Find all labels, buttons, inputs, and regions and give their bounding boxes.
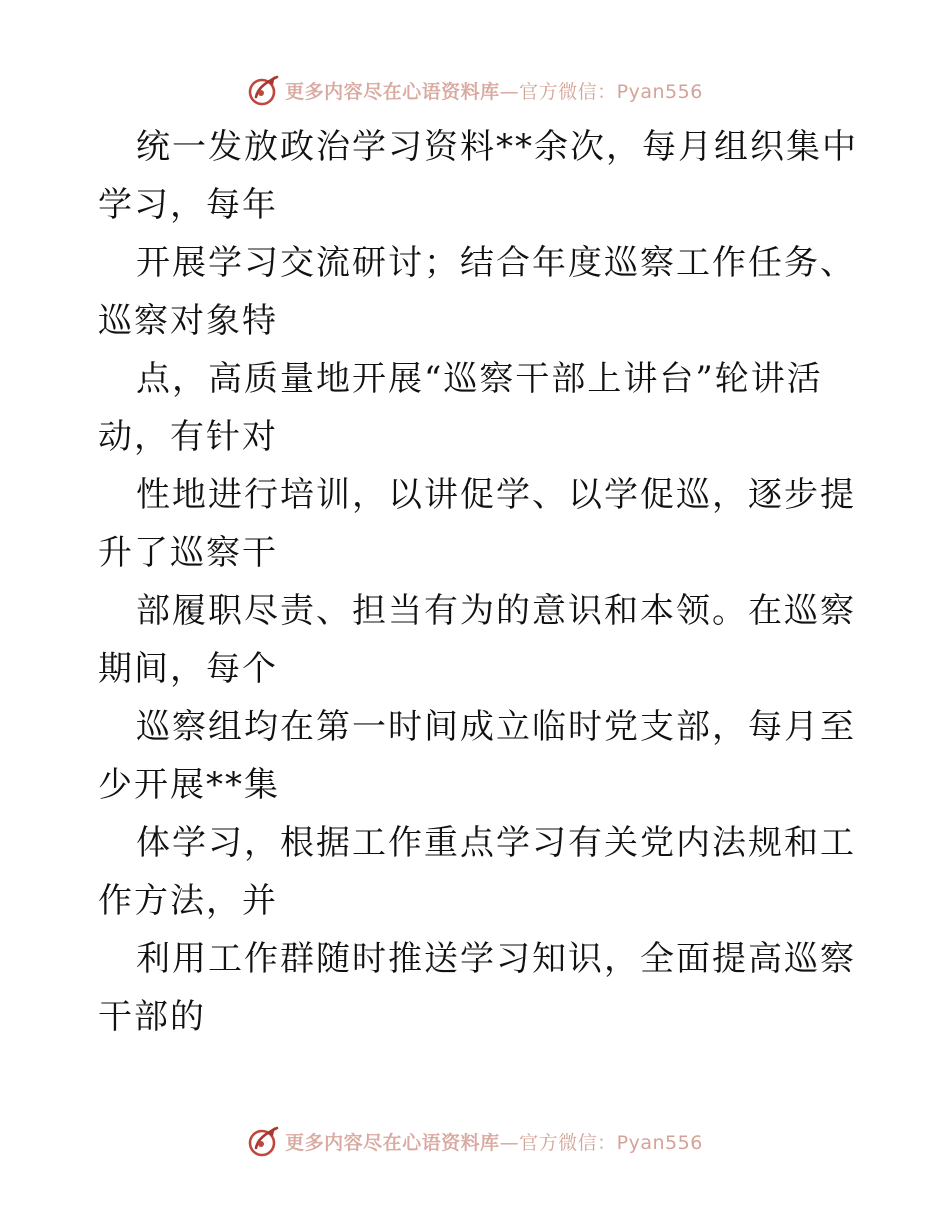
paragraph: 部履职尽责、担当有为的意识和本领。在巡察期间，每个 (98, 591, 856, 689)
pen-nib-logo-icon (247, 73, 281, 107)
header-banner (0, 70, 950, 110)
paragraph: 体学习，根据工作重点学习有关党内法规和工作方法，并 (98, 823, 856, 921)
banner-lead-text: 更多内容尽在心语资料库 (285, 80, 500, 103)
document-body (98, 118, 858, 1046)
banner-wechat-text: —官方微信：Pyan556 (499, 80, 703, 103)
footer-banner (0, 1121, 950, 1161)
banner-lead-text: 更多内容尽在心语资料库 (285, 1131, 500, 1154)
banner-wechat-text: —官方微信：Pyan556 (499, 1131, 703, 1154)
paragraph: 开展学习交流研讨；结合年度巡察工作任务、巡察对象特 (98, 243, 856, 341)
paragraph: 统一发放政治学习资料**余次，每月组织集中学习，每年 (98, 127, 858, 225)
paragraph: 利用工作群随时推送学习知识，全面提高巡察干部的 (98, 939, 856, 1037)
paragraph: 点，高质量地开展“巡察干部上讲台”轮讲活动，有针对 (98, 359, 823, 457)
paragraph: 巡察组均在第一时间成立临时党支部，每月至少开展**集 (98, 707, 856, 805)
paragraph: 性地进行培训，以讲促学、以学促巡，逐步提升了巡察干 (98, 475, 856, 573)
pen-nib-logo-icon (247, 1124, 281, 1158)
